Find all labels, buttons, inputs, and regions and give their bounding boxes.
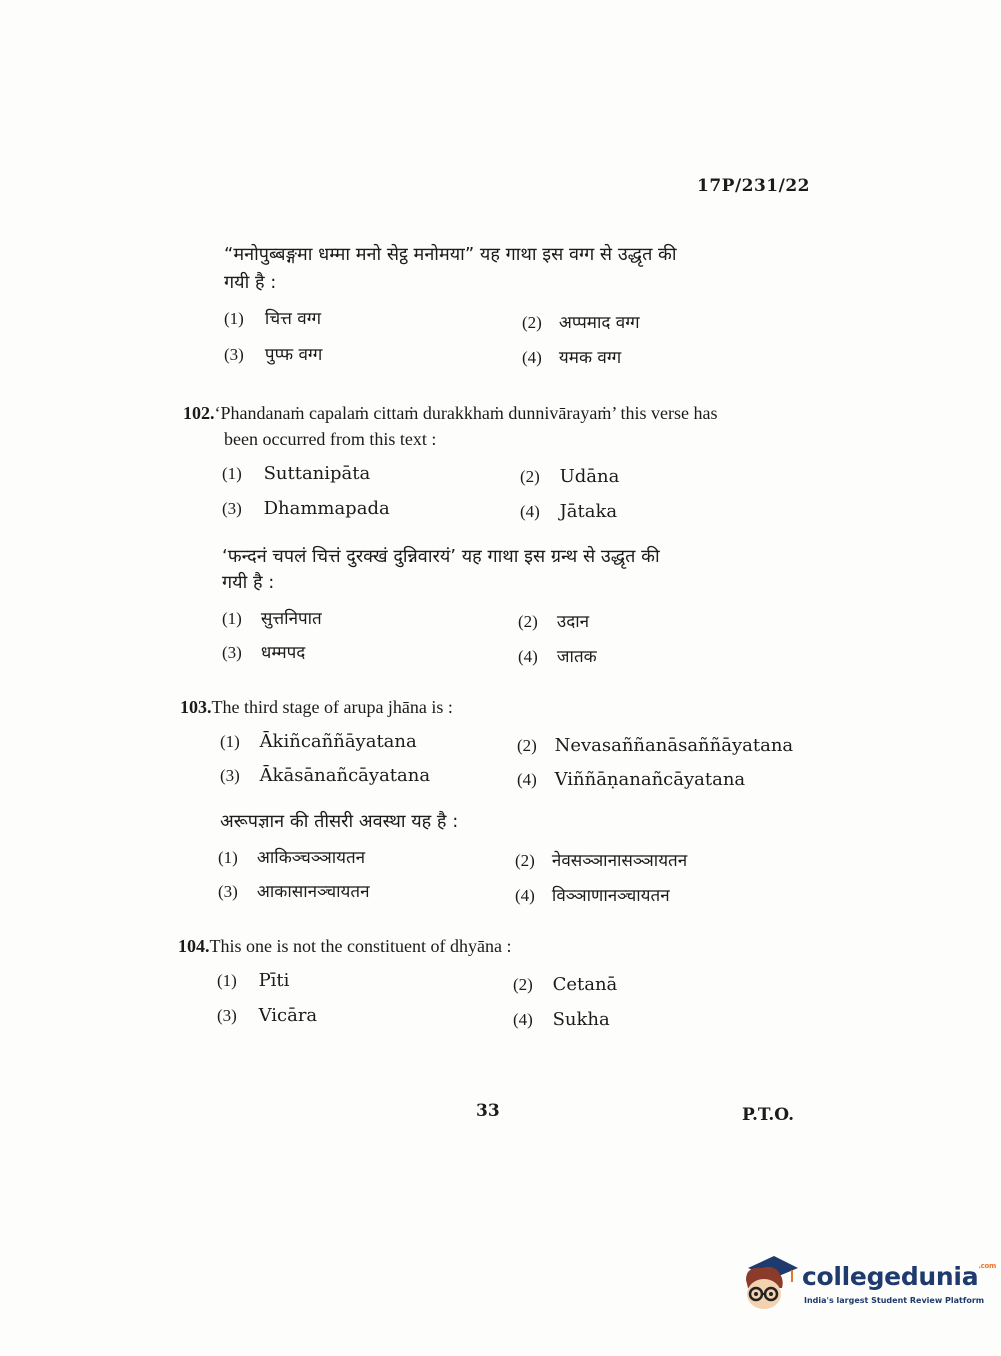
q102-hi-option-2: [518, 609, 589, 632]
option-text: सुत्तनिपात: [260, 609, 322, 629]
question-number: 102.: [183, 403, 215, 423]
option-text: Udāna: [559, 466, 620, 487]
option-text: Dhammapada: [263, 498, 390, 519]
option-number: (1): [224, 309, 244, 328]
option-number: (2): [515, 851, 535, 870]
q102-en-option-2: [520, 466, 619, 487]
logo-tagline: India's largest Student Review Platform: [804, 1296, 985, 1305]
q103-en-option-4: [517, 769, 745, 790]
q104-en-option-2: [513, 974, 617, 995]
q103-en-option-2: [517, 735, 793, 756]
option-number: (3): [222, 499, 242, 518]
option-text: Vicāra: [258, 1005, 318, 1026]
q102-en-option-4: [520, 501, 617, 522]
option-number: (2): [520, 467, 540, 486]
q101-option-3: [224, 342, 322, 365]
option-text: नेवसञ्ञानासञ्ञायतन: [551, 851, 688, 871]
page-number: 33: [476, 1101, 500, 1121]
q102-en-line2: been occurred from this text :: [224, 429, 437, 449]
q104-en-line1: [178, 934, 511, 959]
option-text: Ākiñcaññāyatana: [259, 731, 417, 752]
q101-hindi-line2: गयी है :: [224, 272, 277, 293]
q102-en-line1: [183, 401, 718, 426]
option-text: विञ्ञाणानञ्चायतन: [551, 886, 670, 906]
q104-en-option-4: [513, 1009, 610, 1030]
option-number: (3): [217, 1006, 237, 1025]
q101-hindi-line1: “मनोपुब्बङ्गमा धम्मा मनो सेट्ठ मनोमया” यह गाथा इस वग्ग से उद्धृत की: [224, 244, 677, 265]
option-text: Sukha: [552, 1009, 610, 1030]
q101-option-2: [522, 310, 640, 333]
q101-option-1: [224, 306, 321, 329]
option-number: (4): [517, 770, 537, 789]
option-number: (1): [222, 464, 242, 483]
q102-hindi-line2: गयी है :: [222, 572, 275, 593]
option-text: अप्पमाद वग्ग: [558, 313, 640, 333]
option-number: (2): [513, 975, 533, 994]
q102-en-option-1: [222, 463, 370, 484]
option-text: Nevasaññanāsaññāyatana: [554, 735, 794, 756]
q104-en-option-3: [217, 1005, 317, 1026]
option-number: (3): [218, 882, 238, 901]
q102-hi-option-4: [518, 644, 597, 667]
mascot-icon: [740, 1254, 800, 1312]
q103-hindi-line1: अरूपज्ञान की तीसरी अवस्था यह है :: [220, 811, 459, 832]
question-number: 104.: [178, 936, 210, 956]
option-text: चित्त वग्ग: [264, 309, 322, 329]
paper-code: 17P/231/22: [697, 176, 811, 196]
option-text: Viññāṇanañcāyatana: [554, 769, 746, 790]
question-text: This one is not the constituent of dhyāna :: [209, 936, 512, 956]
q103-en-line1: [180, 695, 453, 720]
q101-option-4: [522, 345, 621, 368]
q103-hi-option-4: [515, 883, 670, 906]
collegedunia-logo: [740, 1250, 996, 1315]
option-text: Cetanā: [552, 974, 618, 995]
option-number: (4): [520, 502, 540, 521]
q103-en-option-3: [220, 765, 430, 786]
option-text: Jātaka: [559, 501, 618, 522]
q104-en-option-1: [217, 970, 289, 991]
option-text: Pīti: [258, 970, 290, 991]
q102-hi-option-1: [222, 606, 322, 629]
q103-hi-option-3: [218, 879, 370, 902]
q102-hi-option-3: [222, 640, 305, 663]
option-number: (4): [518, 647, 538, 666]
q102-hindi-line1: ‘फन्दनं चपलं चित्तं दुरक्खं दुन्निवारयं’ यह गाथा इस ग्रन्थ से उद्धृत की: [222, 546, 660, 567]
option-text: आकासानञ्चायतन: [256, 882, 370, 902]
option-number: (3): [220, 766, 240, 785]
q103-en-option-1: [220, 731, 417, 752]
q103-hi-option-2: [515, 848, 687, 871]
question-number: 103.: [180, 697, 212, 717]
option-text: उदान: [556, 612, 590, 632]
option-number: (4): [515, 886, 535, 905]
logo-wordmark: collegedunia$^{.com}$: [802, 1262, 996, 1291]
question-text: ‘Phandanaṁ capalaṁ cittaṁ durakkhaṁ dunnivārayaṁ’ this verse has: [214, 403, 718, 423]
option-number: (2): [517, 736, 537, 755]
option-number: (1): [217, 971, 237, 990]
option-number: (4): [522, 348, 542, 367]
option-number: (4): [513, 1010, 533, 1029]
option-text: आकिञ्चञ्ञायतन: [256, 848, 366, 868]
q102-en-option-3: [222, 498, 390, 519]
option-number: (3): [224, 345, 244, 364]
q103-hi-option-1: [218, 845, 365, 868]
option-number: (2): [518, 612, 538, 631]
option-number: (3): [222, 643, 242, 662]
question-text: The third stage of arupa jhāna is :: [211, 697, 453, 717]
option-text: Ākāsānañcāyatana: [259, 765, 431, 786]
option-number: (1): [218, 848, 238, 867]
option-text: पुप्फ वग्ग: [264, 345, 323, 365]
option-text: Suttanipāta: [263, 463, 371, 484]
pto-label: P.T.O.: [742, 1105, 794, 1125]
option-number: (1): [222, 609, 242, 628]
option-number: (2): [522, 313, 542, 332]
option-text: धम्मपद: [260, 643, 306, 663]
option-text: यमक वग्ग: [558, 348, 622, 368]
option-text: जातक: [556, 647, 597, 667]
option-number: (1): [220, 732, 240, 751]
